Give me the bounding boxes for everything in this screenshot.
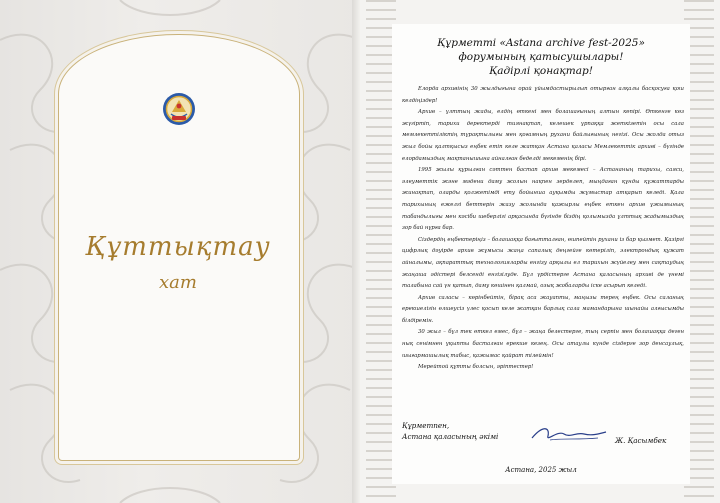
signature-name: Ж. Қасымбек — [615, 436, 667, 445]
heading-line-3: Қадірлі қонақтар! — [489, 65, 593, 77]
signature-respect: Құрметпен, — [402, 421, 450, 430]
right-page-letter — [360, 0, 720, 503]
letter-heading — [392, 36, 690, 78]
paragraph: Сіздердің еңбектеріңіз – болашаққа бағытталған, өшпейтін рухани із бар қызмет. Қазіргі цифрлық дәуірде архив жұмысы жаңа сапалық деңгейге көтеріліп, электрондық құжат айналымы, ақпараттық технологияларды енгізу арқылы ел тарихын жүйелеу мен сақтаудың жаңаша әдістері белсенді енгізілуде. Бұл үрдістерге Астана қаласының архиві де үнемі талабына сай үн қатып, даму көшінен қалмай, озық жобаларды іске асырып келеді. — [402, 236, 684, 290]
certificate-subtitle: хат — [159, 272, 197, 293]
paragraph: 30 жыл – бұл тек өткел емес, бұл – жаңа белестерге, тың серпін мен болашаққа деген нық сенімнен ұқыпты басталған ерекше кезең. Осы атаулы күнде сіздерге зор денсаулық, шығармашылық табыс, қажымас қайрат тілеймін! — [402, 329, 684, 359]
signature-position: Астана қаласының әкімі — [402, 432, 499, 441]
paragraph: 1995 жылы құрылған сәттен бастап архив мекемесі – Астананың тарихы, саяси, әлеуметтік және мәдени даму жолын нақпен зерделеп, мыңдаған құнды құжаттарды жинақтап, оларды қолжетімді ету бойынша ауқымды жұмыстар атқарып келеді. Қала тарихының ежелгі беттерін жазу жолында қажырлы еңбек еткен архив ұжымының табандылығы мен кәсіби шеберлігі арқасында бүгінде біздің қолымызда ұлттық жадымыздың зор бай нұрға бар. — [402, 167, 684, 232]
astana-emblem-icon — [162, 92, 196, 126]
place-date: Астана, 2025 жыл — [505, 466, 577, 474]
heading-line-1: Құрметті «Astana archive fest-2025» — [437, 37, 645, 49]
paragraph: Архив – ұлттың жады, елдің өткені мен болашағының алтын көпірі. Өткенге көз жүгіртіп, тарихи деректерді тиянақтап, келешек ұрпаққа жеткізетін осы сала мемлекеттіліктің тұрақтылығы мен қоғамның рухани байлығының негізі. Осы жолда отыз жыл бойы қалтқысыз еңбек етіп келе жатқан Астана қаласы Мемлекеттік архиві – бүгінде елордамыздың мақтанышына айналған беделді мекеменің бірі. — [402, 109, 684, 162]
paragraph: Мерейтой құтты болсын, әріптестер! — [418, 364, 534, 371]
paragraph: Елорда архивінің 30 жылдығына орай ұйымдастырылып отырған алқалы басқосуға қош келдіңіздер! — [402, 86, 684, 104]
paragraph: Архив саласы – көрінбейтін, бірақ аса жауапты, маңызы терең еңбек. Осы саланың ерекшелігін өлшеусіз үлес қосып келе жатқан барлық сала мамандарына шынайы алғысымды білдіремін. — [402, 294, 684, 324]
letter-body — [402, 84, 684, 374]
heading-line-2: форумының қатысушылары! — [458, 51, 624, 63]
handwritten-signature-icon — [528, 422, 608, 446]
certificate-title: Құттықтау — [85, 232, 271, 262]
